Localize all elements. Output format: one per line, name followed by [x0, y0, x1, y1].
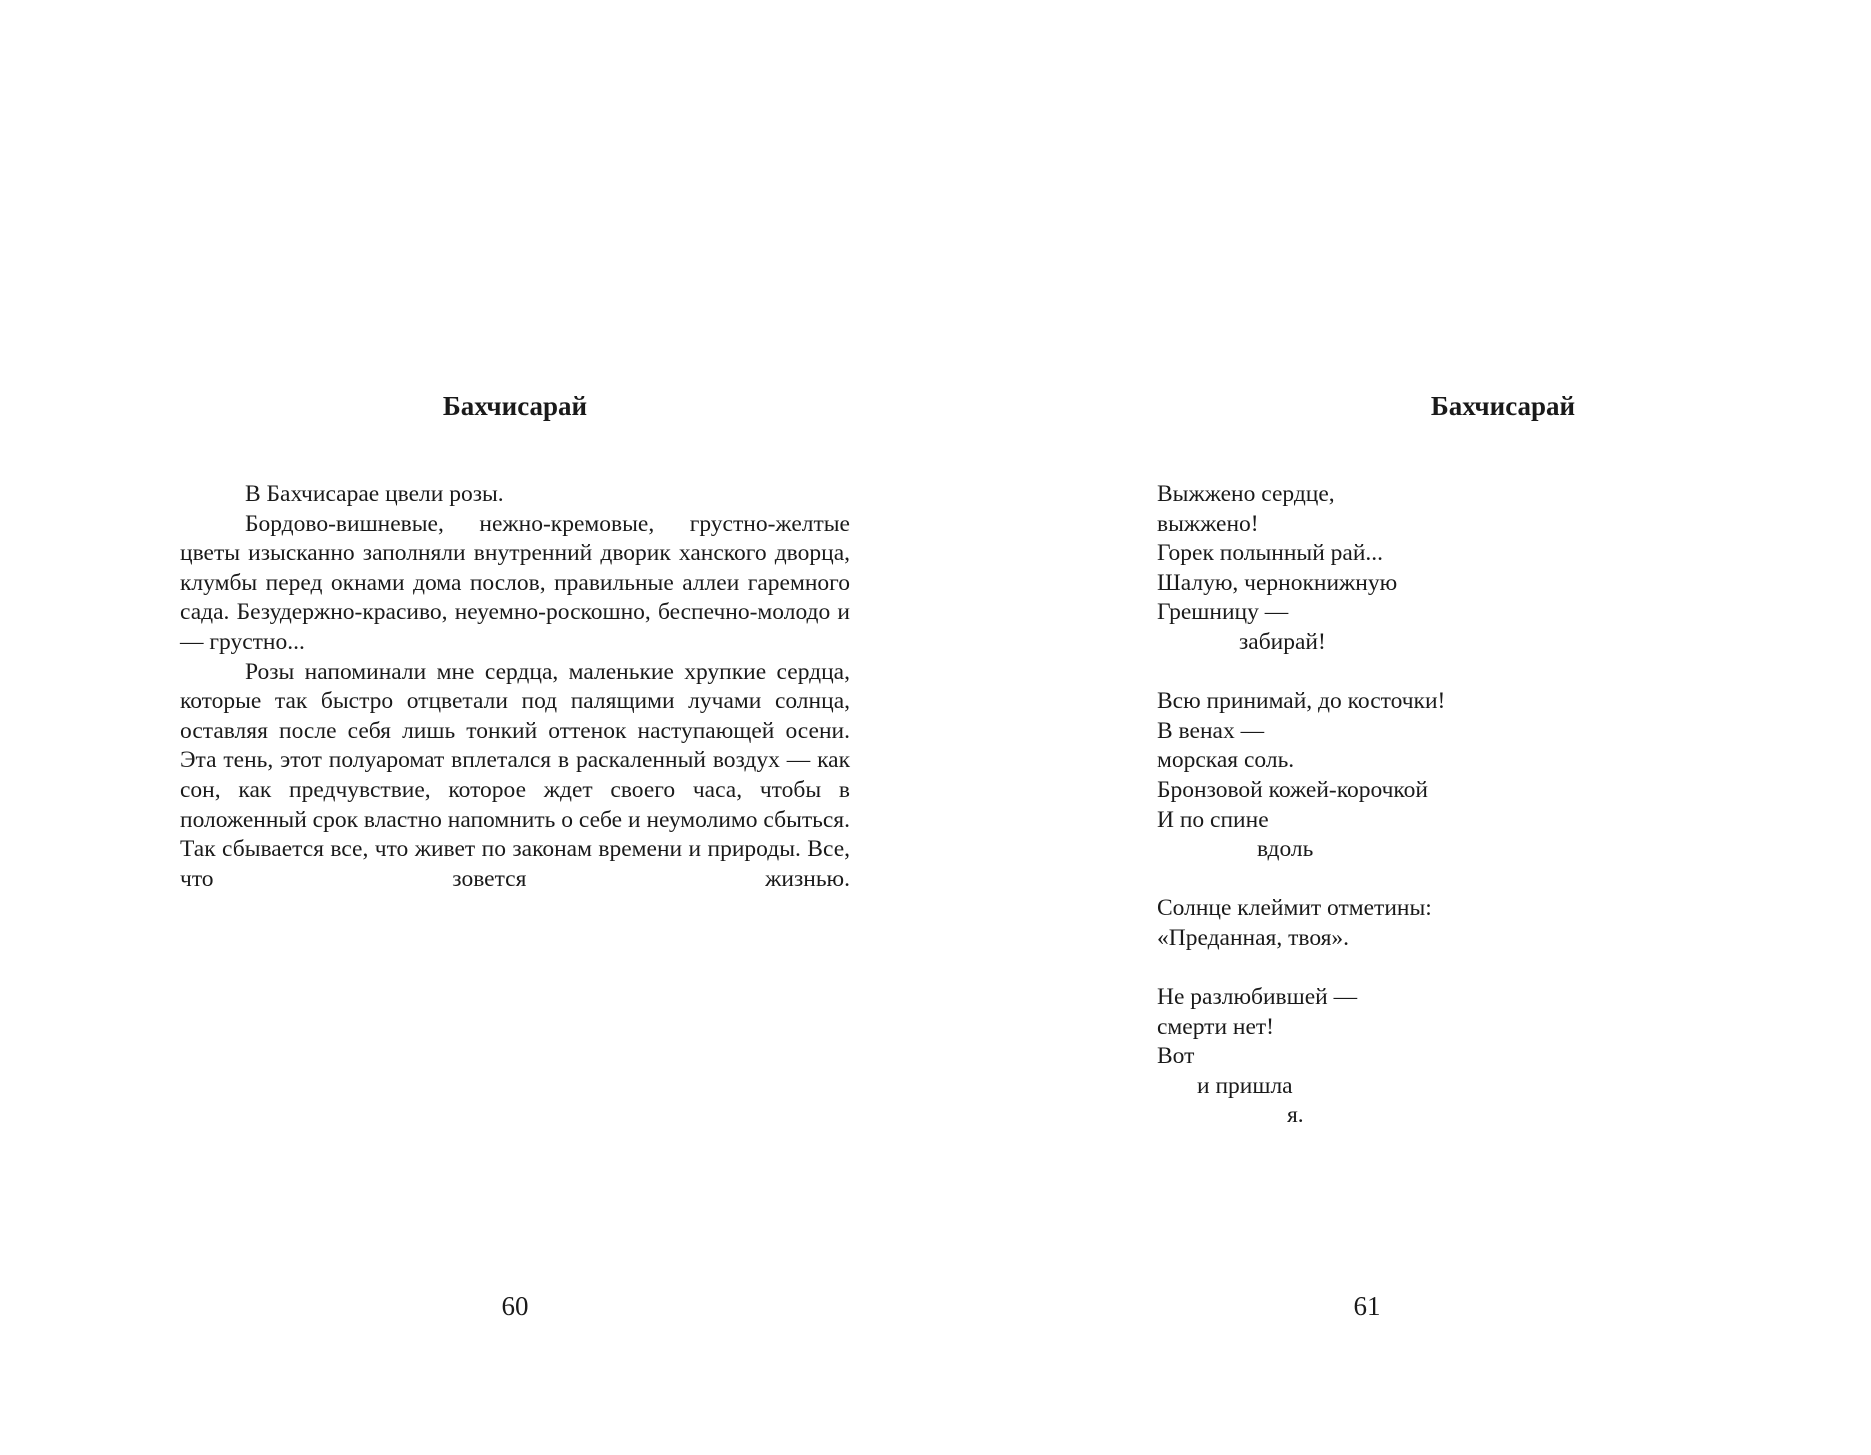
poem — [1157, 480, 1445, 1161]
paragraph: Бордово-вишневые, нежно-кремовые, грустно-желтые цветы изысканно заполняли внутренний дворик ханского дворца, клумбы перед окнами дома послов, правильные аллеи гаремного сада. Безудержно-красиво, неуемно-роскошно, беспечно-молодо и — грустно... — [180, 510, 850, 655]
page-title: Бахчисарай — [1430, 391, 1576, 421]
page-title: Бахчисарай — [442, 391, 588, 421]
poem-line: Шалую, чернокнижную — [1157, 569, 1398, 596]
left-page — [0, 0, 935, 1455]
poem-line: и пришла — [1197, 1072, 1293, 1099]
poem-line: Выжжено сердце, — [1157, 481, 1335, 507]
poem-line: Солнце клеймит отметины: — [1157, 895, 1432, 922]
poem-line: вдоль — [1257, 836, 1314, 863]
poem-line: выжжено! — [1157, 510, 1259, 537]
paragraph: В Бахчисарае цвели розы. — [245, 481, 504, 507]
poem-line: Не разлюбившей — — [1157, 984, 1358, 1011]
right-page — [935, 0, 1871, 1455]
poem-line: Бронзовой кожей-корочкой — [1157, 776, 1428, 803]
stanza — [1157, 480, 1445, 658]
poem-line: В венах — — [1157, 717, 1265, 744]
poem-line: морская соль. — [1157, 747, 1295, 774]
stanza — [1157, 894, 1445, 953]
poem-line: «Преданная, твоя». — [1157, 924, 1350, 951]
poem-line: Вот — [1157, 1043, 1195, 1070]
stanza — [1157, 687, 1445, 865]
stanza — [1157, 983, 1445, 1131]
poem-line: забирай! — [1239, 628, 1326, 655]
paragraph: Розы напоминали мне сердца, маленькие хрупкие сердца, которые так быстро отцветали под палящими лучами солнца, оставляя после себя лишь тонкий оттенок наступающей осени. Эта тень, этот полуаромат вплетался в раскаленный воздух — как сон, как предчувствие, которое ждет своего часа, чтобы в положенный срок властно напомнить о себе и неумолимо сбыться. Так сбывается все, что живет по законам времени и природы. Все, что зовется жизнью. — [180, 658, 850, 892]
prose-text — [180, 480, 850, 894]
poem-line: И по спине — [1157, 806, 1269, 833]
page-number: 61 — [1353, 1291, 1381, 1321]
poem-line: Горек полынный рай... — [1157, 540, 1384, 567]
poem-line: Грешницу — — [1157, 599, 1289, 626]
page-number: 60 — [501, 1291, 529, 1321]
poem-line: Всю принимай, до косточки! — [1157, 688, 1446, 715]
poem-line: я. — [1287, 1102, 1304, 1129]
poem-line: смерти нет! — [1157, 1013, 1274, 1040]
